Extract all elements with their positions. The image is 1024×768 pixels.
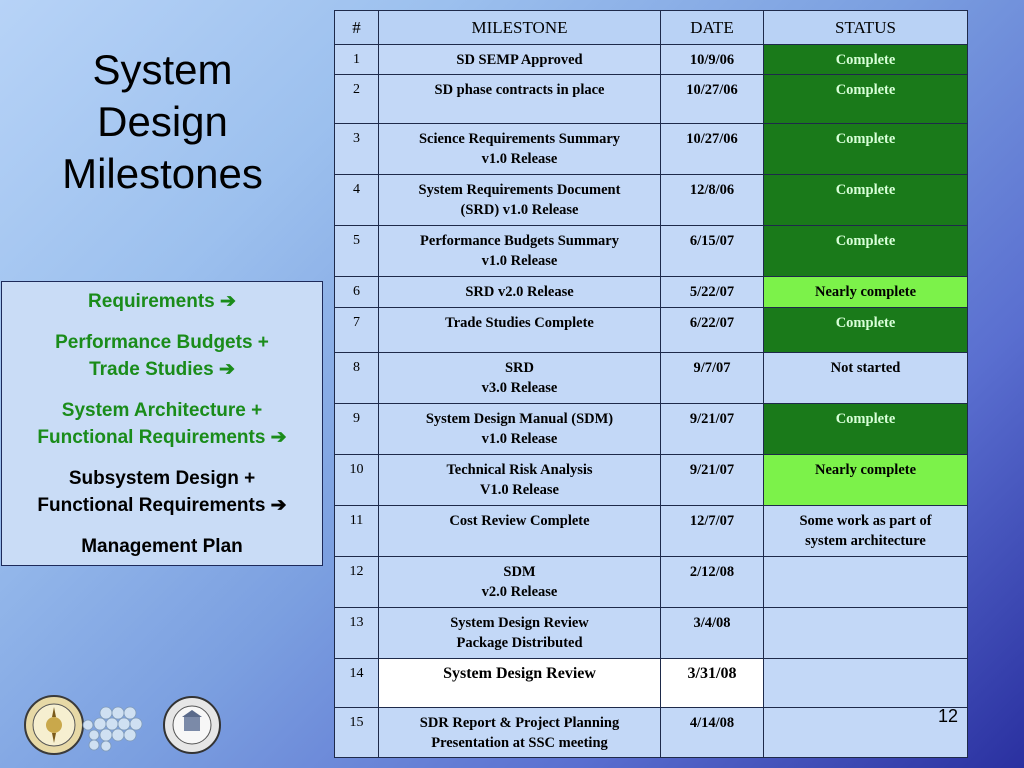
milestone-text-line: SRD [504, 360, 534, 376]
status-text-line: Complete [835, 131, 896, 147]
header-status: STATUS [764, 11, 968, 45]
milestone-text-line: System Design Manual (SDM) [425, 411, 614, 427]
nav-topic-line: Functional Requirements ➔ [37, 495, 287, 516]
date-cell: 10/27/06 [661, 124, 764, 175]
row-number-cell: 9 [335, 404, 379, 455]
table-row [335, 175, 968, 226]
status-text-line: Complete [835, 411, 896, 427]
date-cell: 9/21/07 [661, 455, 764, 506]
milestone-text-line: Trade Studies Complete [445, 315, 594, 331]
table-row [335, 124, 968, 175]
date-cell: 10/9/06 [661, 45, 764, 75]
table-row [335, 455, 968, 506]
date-cell: 10/27/06 [661, 75, 764, 124]
milestone-text-line: System Requirements Document [418, 182, 621, 198]
table-header-row [335, 11, 968, 45]
date-cell: 3/4/08 [661, 608, 764, 659]
milestone-cell [379, 226, 661, 277]
nav-topic-line: Subsystem Design + [68, 468, 256, 489]
table-row [335, 226, 968, 277]
header-number: # [335, 11, 379, 45]
status-text-line: Some work as part of [799, 513, 932, 529]
status-text-line: Complete [835, 52, 896, 68]
milestone-text-line: v1.0 Release [481, 151, 558, 167]
milestone-cell [379, 506, 661, 557]
title-line: Milestones [62, 150, 263, 197]
milestone-text-line: V1.0 Release [480, 482, 559, 498]
topic-navigation-box [1, 281, 323, 566]
status-text-line: Complete [835, 182, 896, 198]
slide-title [30, 44, 295, 200]
status-cell [764, 277, 968, 308]
row-number-cell: 2 [335, 75, 379, 124]
milestone-text-line: System Design Review [450, 615, 589, 631]
date-cell: 9/7/07 [661, 353, 764, 404]
date-cell: 2/12/08 [661, 557, 764, 608]
status-cell [764, 659, 968, 708]
milestone-text-line: (SRD) v1.0 Release [460, 202, 579, 218]
nav-topic-item [2, 533, 322, 560]
status-cell [764, 353, 968, 404]
milestone-cell [379, 45, 661, 75]
milestone-cell [379, 708, 661, 758]
nav-topic-line: Performance Budgets + [55, 332, 269, 353]
institution-logos [22, 693, 222, 757]
milestone-cell [379, 75, 661, 124]
row-number-cell: 11 [335, 506, 379, 557]
table-row [335, 506, 968, 557]
table-row [335, 277, 968, 308]
status-text-line: Nearly complete [814, 284, 917, 300]
milestone-text-line: System Design Review [443, 665, 596, 682]
milestone-cell [379, 124, 661, 175]
milestone-text-line: Presentation at SSC meeting [431, 735, 608, 751]
milestone-table [334, 10, 968, 758]
milestone-cell [379, 557, 661, 608]
nav-topic-line: Management Plan [81, 536, 243, 557]
milestone-text-line: Science Requirements Summary [418, 131, 621, 147]
tmt-mirror-icon [83, 707, 142, 751]
status-cell [764, 404, 968, 455]
table-row [335, 557, 968, 608]
milestone-cell [379, 404, 661, 455]
date-cell: 6/15/07 [661, 226, 764, 277]
date-cell: 5/22/07 [661, 277, 764, 308]
status-cell [764, 124, 968, 175]
milestone-text-line: v3.0 Release [481, 380, 558, 396]
status-cell [764, 557, 968, 608]
milestone-cell [379, 353, 661, 404]
status-cell [764, 455, 968, 506]
nav-topic-item [2, 329, 322, 383]
milestone-text-line: v1.0 Release [481, 431, 558, 447]
date-cell: 12/8/06 [661, 175, 764, 226]
title-line: System [92, 46, 233, 93]
date-cell: 4/14/08 [661, 708, 764, 758]
status-text-line: Not started [830, 360, 901, 376]
table-row [335, 353, 968, 404]
milestone-text-line: SRD v2.0 Release [465, 284, 574, 300]
date-cell: 12/7/07 [661, 506, 764, 557]
milestone-cell [379, 175, 661, 226]
caltech-seal-icon [25, 696, 83, 754]
title-line: Design [97, 98, 228, 145]
date-cell: 6/22/07 [661, 308, 764, 353]
status-cell [764, 45, 968, 75]
milestone-text-line: SD phase contracts in place [434, 82, 605, 98]
table-row [335, 308, 968, 353]
milestone-cell [379, 608, 661, 659]
row-number-cell: 3 [335, 124, 379, 175]
row-number-cell: 4 [335, 175, 379, 226]
milestone-text-line: Technical Risk Analysis [446, 462, 593, 478]
status-cell [764, 608, 968, 659]
table-row [335, 608, 968, 659]
nav-topic-line: Requirements ➔ [88, 291, 236, 312]
date-cell: 9/21/07 [661, 404, 764, 455]
row-number-cell: 14 [335, 659, 379, 708]
status-cell [764, 226, 968, 277]
nav-topic-line: Functional Requirements ➔ [37, 427, 287, 448]
milestone-text-line: v1.0 Release [481, 253, 558, 269]
row-number-cell: 7 [335, 308, 379, 353]
milestone-text-line: SDR Report & Project Planning [419, 715, 620, 731]
table-row [335, 75, 968, 124]
header-date: DATE [661, 11, 764, 45]
milestone-text-line: Performance Budgets Summary [420, 233, 619, 249]
table-row [335, 45, 968, 75]
status-cell [764, 175, 968, 226]
nav-topic-line: System Architecture + [61, 400, 263, 421]
milestone-text-line: v2.0 Release [481, 584, 558, 600]
table-row [335, 708, 968, 758]
nav-topic-item [2, 465, 322, 519]
row-number-cell: 6 [335, 277, 379, 308]
milestone-text-line: SDM [503, 564, 536, 580]
milestone-text-line: Cost Review Complete [449, 513, 590, 529]
row-number-cell: 13 [335, 608, 379, 659]
status-text-line: Complete [835, 315, 896, 331]
table-row [335, 659, 968, 708]
status-text-line: Complete [835, 233, 896, 249]
nav-topic-item [2, 397, 322, 451]
milestone-text-line: SD SEMP Approved [456, 52, 583, 68]
row-number-cell: 12 [335, 557, 379, 608]
nav-topic-line: Trade Studies ➔ [89, 359, 235, 380]
status-cell [764, 308, 968, 353]
header-milestone: MILESTONE [379, 11, 661, 45]
row-number-cell: 5 [335, 226, 379, 277]
nav-topic-item [2, 288, 322, 315]
milestone-cell [379, 277, 661, 308]
row-number-cell: 1 [335, 45, 379, 75]
status-cell [764, 75, 968, 124]
milestone-cell [379, 455, 661, 506]
milestone-cell [379, 308, 661, 353]
date-cell: 3/31/08 [661, 659, 764, 708]
status-text-line: Complete [835, 82, 896, 98]
row-number-cell: 15 [335, 708, 379, 758]
status-cell [764, 708, 968, 758]
table-row [335, 404, 968, 455]
status-text-line: Nearly complete [814, 462, 917, 478]
status-cell [764, 506, 968, 557]
row-number-cell: 10 [335, 455, 379, 506]
milestone-text-line: Package Distributed [456, 635, 583, 651]
uc-seal-icon [164, 697, 220, 753]
row-number-cell: 8 [335, 353, 379, 404]
page-number: 12 [938, 706, 959, 726]
status-text-line: system architecture [805, 533, 926, 549]
milestone-cell [379, 659, 661, 708]
